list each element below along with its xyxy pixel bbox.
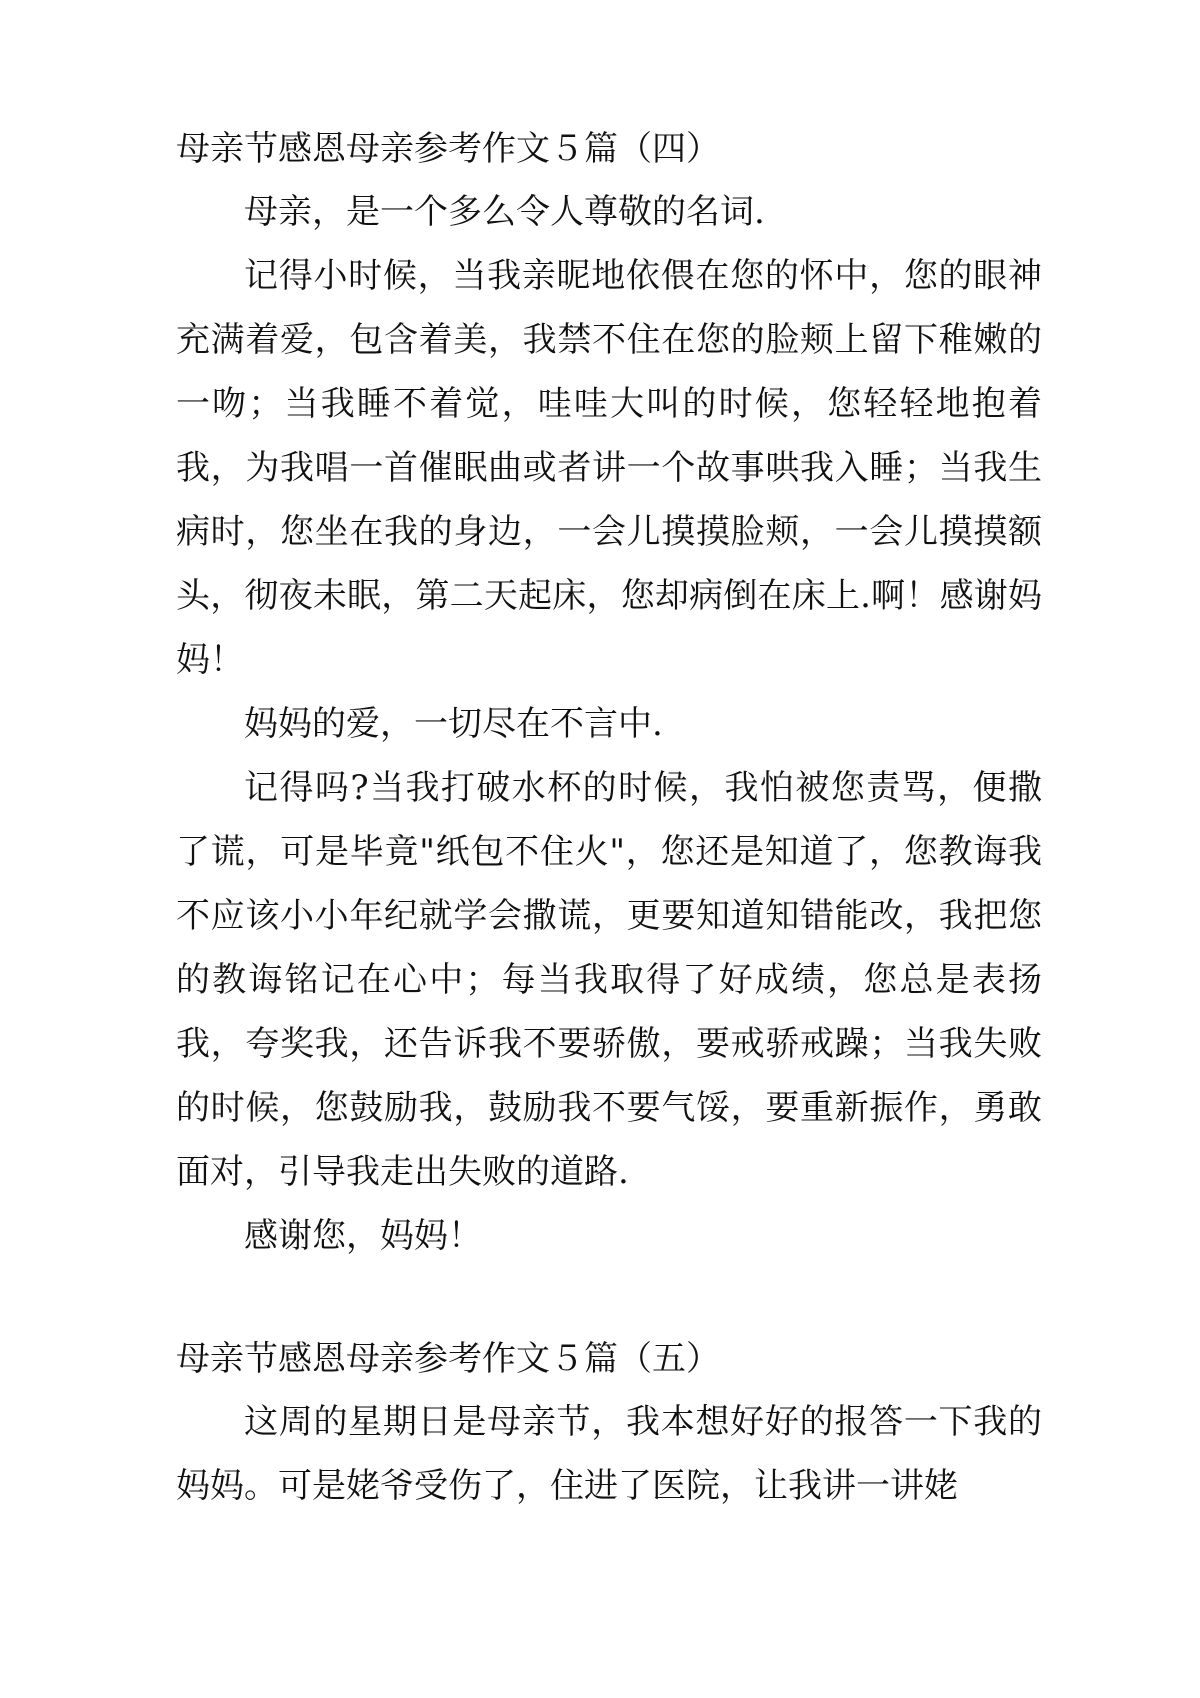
section-4-paragraph-2: 记得小时候，当我亲昵地依偎在您的怀中，您的眼神充满着爱，包含着美，我禁不住在您的脸颊上留下稚嫩的一吻；当我睡不着觉，哇哇大叫的时候，您轻轻地抱着我，为我唱一首催眠曲或者讲一个故事哄我入睡；当我生病时，您坐在我的身边，一会儿摸摸脸颊，一会儿摸摸额头，彻夜未眠，第二天起床，您却病倒在床上.啊！感谢妈妈！: [176, 256, 1042, 680]
section-5-paragraph-1: 这周的星期日是母亲节，我本想好好的报答一下我的妈妈。可是姥爷受伤了，住进了医院，让我讲一讲姥: [176, 1402, 1042, 1506]
section-4-paragraph-1: 母亲，是一个多么令人尊敬的名词.: [244, 192, 765, 232]
section-4-paragraph-5: 感谢您，妈妈！: [244, 1216, 482, 1256]
section-4-title: 母亲节感恩母亲参考作文５篇（四）: [176, 129, 720, 169]
document-body: [176, 118, 1042, 1518]
section-5-title: 母亲节感恩母亲参考作文５篇（五）: [176, 1339, 720, 1379]
section-4-paragraph-3: 妈妈的爱，一切尽在不言中.: [244, 704, 663, 744]
section-spacer: [176, 1268, 1042, 1328]
section-4-paragraph-4: 记得吗?当我打破水杯的时候，我怕被您责骂，便撒了谎，可是毕竟"纸包不住火"，您还是知道了，您教诲我不应该小小年纪就学会撒谎，更要知道知错能改，我把您的教诲铭记在心中；每当我取得了好成绩，您总是表扬我，夸奖我，还告诉我不要骄傲，要戒骄戒躁；当我失败的时候，您鼓励我，鼓励我不要气馁，要重新振作，勇敢面对，引导我走出失败的道路.: [176, 768, 1042, 1192]
